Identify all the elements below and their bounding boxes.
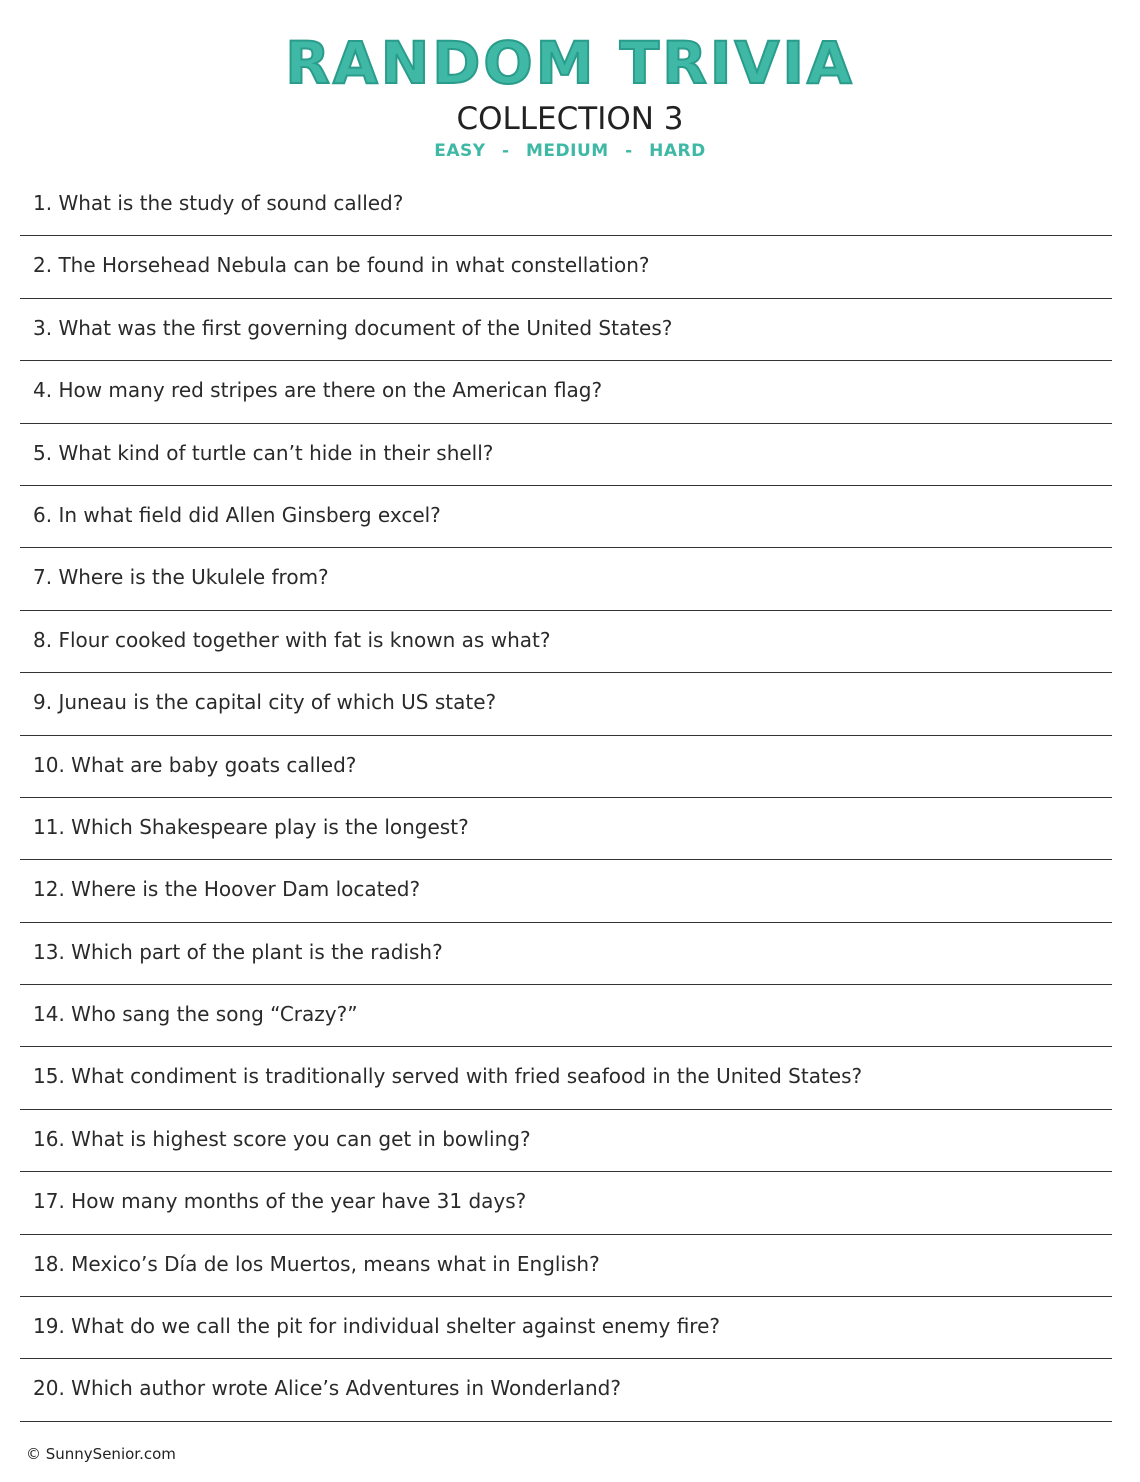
page-subtitle: COLLECTION 3 — [456, 101, 684, 137]
worksheet-header — [0, 30, 1140, 162]
level-easy: EASY — [434, 141, 486, 161]
question-item — [20, 1235, 1112, 1297]
question-text: 5. What kind of turtle can’t hide in their shell? — [33, 440, 494, 465]
question-text: 11. Which Shakespeare play is the longest? — [33, 814, 469, 839]
question-item — [20, 424, 1112, 486]
question-item — [20, 1172, 1112, 1234]
question-item — [20, 1297, 1112, 1359]
question-item — [20, 985, 1112, 1047]
question-item — [20, 1110, 1112, 1172]
level-separator: - — [502, 141, 510, 161]
question-text: 18. Mexico’s Día de los Muertos, means what in English? — [33, 1251, 600, 1276]
question-text: 6. In what field did Allen Ginsberg excel? — [33, 502, 441, 527]
question-list — [20, 174, 1112, 1422]
question-item — [20, 736, 1112, 798]
question-text: 7. Where is the Ukulele from? — [33, 565, 329, 590]
question-item — [20, 486, 1112, 548]
page-title: RANDOM TRIVIA — [285, 29, 855, 97]
question-text: 1. What is the study of sound called? — [33, 191, 404, 215]
level-hard: HARD — [649, 141, 706, 161]
question-text: 4. How many red stripes are there on the American flag? — [33, 378, 603, 403]
question-item — [20, 673, 1112, 735]
question-text: 17. How many months of the year have 31 days? — [33, 1189, 527, 1214]
question-text: 12. Where is the Hoover Dam located? — [33, 877, 421, 902]
question-text: 10. What are baby goats called? — [33, 752, 357, 777]
question-item — [20, 174, 1112, 236]
copyright-footer: © SunnySenior.com — [26, 1445, 176, 1463]
question-text: 14. Who sang the song “Crazy?” — [33, 1002, 358, 1027]
question-item — [20, 548, 1112, 610]
question-item — [20, 361, 1112, 423]
question-text: 19. What do we call the pit for individual shelter against enemy fire? — [33, 1314, 721, 1339]
level-medium: MEDIUM — [526, 141, 609, 161]
question-item — [20, 611, 1112, 673]
question-item — [20, 798, 1112, 860]
question-item — [20, 860, 1112, 922]
question-item — [20, 299, 1112, 361]
question-text: 20. Which author wrote Alice’s Adventures in Wonderland? — [33, 1376, 621, 1401]
question-text: 9. Juneau is the capital city of which US state? — [33, 690, 497, 715]
question-text: 8. Flour cooked together with fat is known as what? — [33, 627, 551, 652]
question-text: 3. What was the first governing document of the United States? — [33, 315, 673, 340]
question-text: 13. Which part of the plant is the radish? — [33, 939, 443, 964]
question-item — [20, 236, 1112, 298]
question-text: 2. The Horsehead Nebula can be found in what constellation? — [33, 253, 650, 278]
question-text: 15. What condiment is traditionally served with fried seafood in the United States? — [33, 1064, 863, 1089]
question-item — [20, 1359, 1112, 1421]
level-separator: - — [625, 141, 633, 161]
question-item — [20, 923, 1112, 985]
difficulty-levels — [0, 140, 1140, 162]
question-text: 16. What is highest score you can get in bowling? — [33, 1126, 531, 1151]
question-item — [20, 1047, 1112, 1109]
